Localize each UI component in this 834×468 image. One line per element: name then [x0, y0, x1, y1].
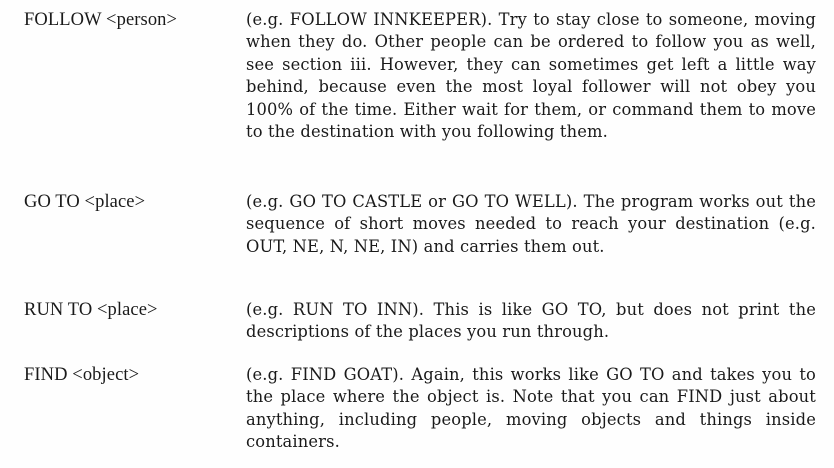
command-term: RUN TO <place>: [24, 300, 158, 320]
command-term: GO TO <place>: [24, 192, 146, 212]
command-description: (e.g. GO TO CASTLE or GO TO WELL). The program works out the sequence of short moves needed to reach your destination (e.g. OUT, NE, N, NE, IN) and carries them out.: [246, 192, 816, 256]
command-term: FOLLOW <person>: [24, 10, 178, 30]
command-description: (e.g. RUN TO INN). This is like GO TO, but does not print the descriptions of the places you run through.: [246, 300, 816, 342]
command-description: (e.g. FOLLOW INNKEEPER). Try to stay close to someone, moving when they do. Other people can be ordered to follow you as well, see section iii. However, they can sometimes get left a little way behind, because even the most loyal follower will not obey you 100% of the time. Either wait for them, or command them to move to the destination with you following them.: [246, 10, 816, 142]
command-description: (e.g. FIND GOAT). Again, this works like GO TO and takes you to the place where the object is. Note that you can FIND just about anything, including people, moving objects and things inside containers.: [246, 365, 816, 452]
command-term: FIND <object>: [24, 365, 140, 385]
